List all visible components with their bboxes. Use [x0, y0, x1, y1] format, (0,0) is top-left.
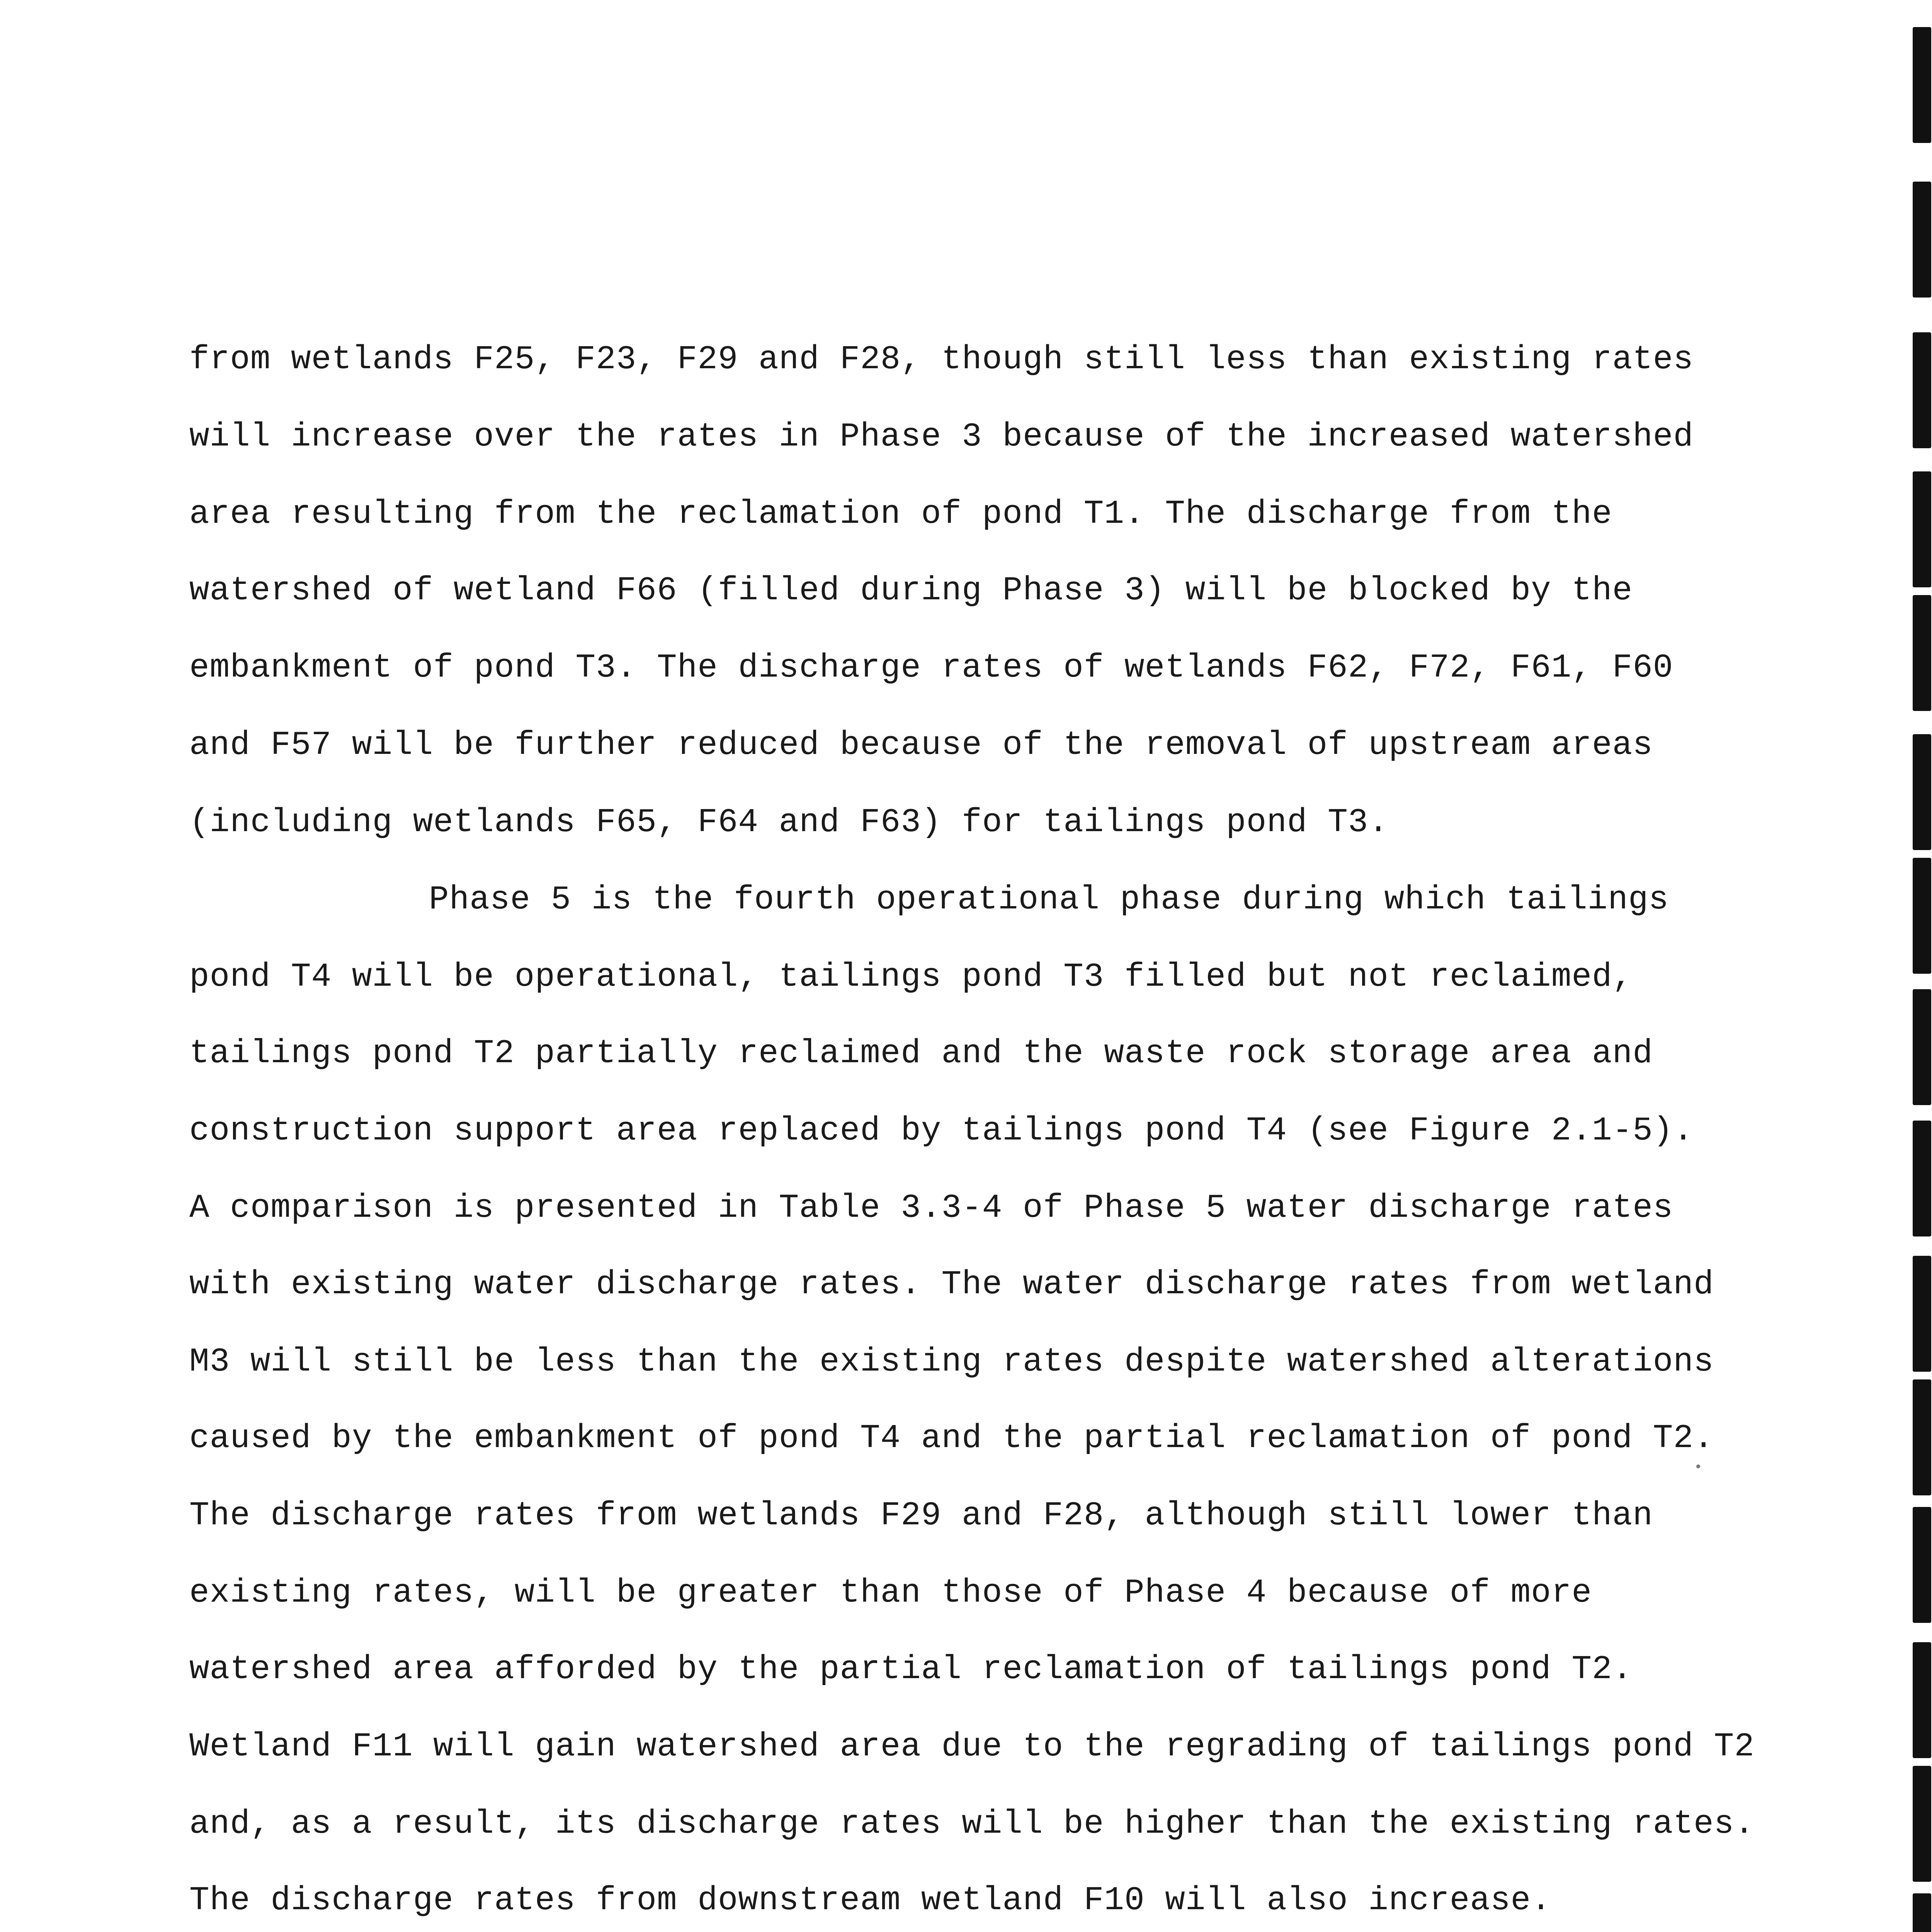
text-line: caused by the embankment of pond T4 and the partial reclamation of pond T2. — [189, 1419, 1714, 1457]
revision-bar — [1913, 1379, 1931, 1495]
revision-bar — [1913, 1121, 1931, 1236]
text-line: pond T4 will be operational, tailings pond T3 filled but not reclaimed, — [189, 958, 1633, 996]
text-line: The discharge rates from wetlands F29 and F28, although still lower than — [189, 1497, 1653, 1534]
text-line: from wetlands F25, F23, F29 and F28, though still less than existing rates — [189, 340, 1694, 378]
revision-bar — [1913, 1893, 1931, 1932]
text-line: watershed of wetland F66 (filled during Phase 3) will be blocked by the — [189, 571, 1633, 609]
text-line: tailings pond T2 partially reclaimed and the waste rock storage area and — [189, 1034, 1653, 1072]
text-line: area resulting from the reclamation of pond T1. The discharge from the — [189, 495, 1612, 533]
scan-speck — [1696, 1464, 1700, 1468]
text-line: construction support area replaced by tailings pond T4 (see Figure 2.1-5). — [189, 1112, 1694, 1150]
text-line: and F57 will be further reduced because of the removal of upstream areas — [189, 726, 1653, 764]
text-line: (including wetlands F65, F64 and F63) for tailings pond T3. — [189, 803, 1389, 841]
revision-bar — [1913, 27, 1931, 143]
text-line: will increase over the rates in Phase 3 because of the increased watershed — [189, 418, 1694, 456]
text-line: and, as a result, its discharge rates will be higher than the existing rates. — [189, 1805, 1755, 1843]
revision-bar — [1913, 858, 1931, 974]
text-line: A comparison is presented in Table 3.3-4 of Phase 5 water discharge rates — [189, 1189, 1673, 1227]
text-line: The discharge rates from downstream wetland F10 will also increase. — [189, 1881, 1551, 1919]
revision-bar — [1913, 1642, 1931, 1758]
revision-bar — [1913, 471, 1931, 587]
text-line: watershed area afforded by the partial reclamation of tailings pond T2. — [189, 1650, 1633, 1688]
revision-bar — [1913, 332, 1931, 448]
revision-bar — [1913, 182, 1931, 298]
revision-bar — [1913, 1256, 1931, 1372]
revision-bar — [1913, 1507, 1931, 1623]
text-line: with existing water discharge rates. The water discharge rates from wetland — [189, 1265, 1714, 1303]
revision-bar — [1913, 989, 1931, 1105]
revision-bar — [1913, 1766, 1931, 1882]
paragraph-first-line: Phase 5 is the fourth operational phase during which tailings — [429, 881, 1669, 918]
text-line: Wetland F11 will gain watershed area due to the regrading of tailings pond T2 — [189, 1728, 1755, 1765]
revision-bar — [1913, 595, 1931, 711]
text-line: M3 will still be less than the existing rates despite watershed alterations — [189, 1343, 1714, 1381]
text-line: existing rates, will be greater than those of Phase 4 because of more — [189, 1574, 1592, 1612]
text-line: embankment of pond T3. The discharge rates of wetlands F62, F72, F61, F60 — [189, 649, 1673, 687]
revision-bar — [1913, 734, 1931, 850]
